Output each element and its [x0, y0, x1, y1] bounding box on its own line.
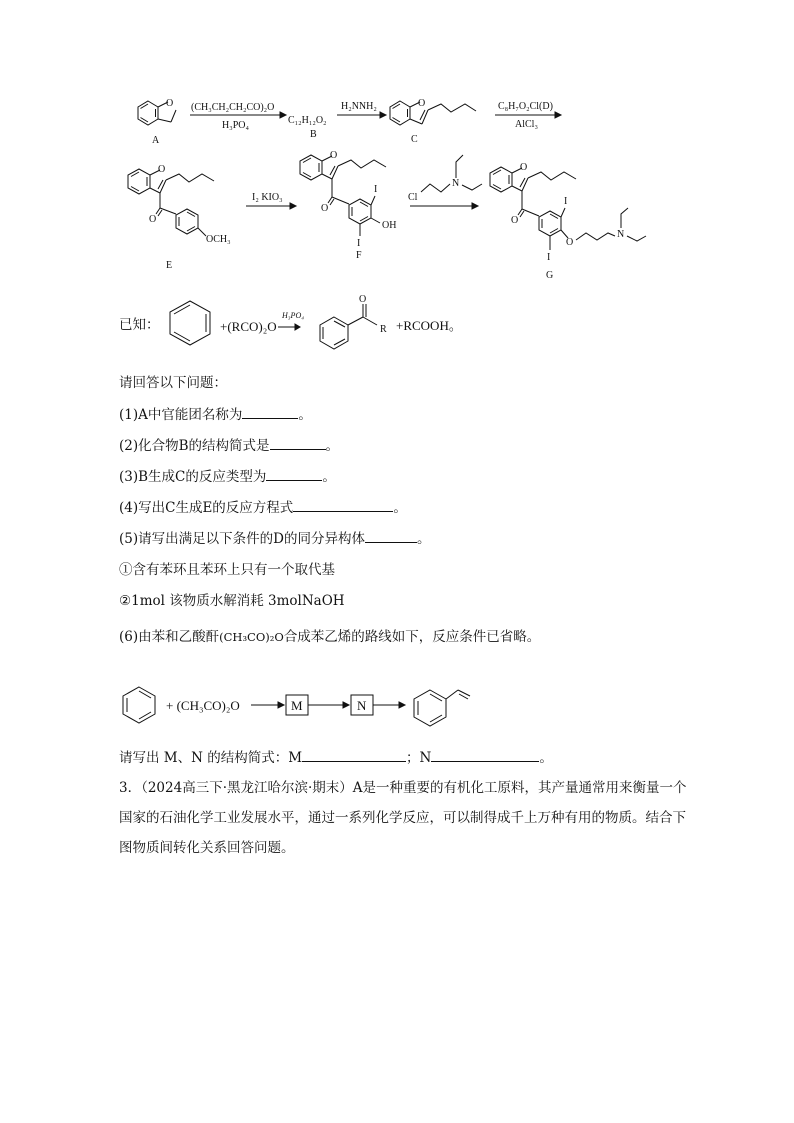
answer-line-mn [119, 748, 553, 767]
f-iodo-bottom: I [357, 238, 361, 249]
reagent1-bottom: H₃PO₄ [222, 120, 249, 131]
styrene-icon [414, 690, 446, 726]
label-f: F [356, 250, 362, 261]
question-1-end: 。 [298, 407, 312, 423]
problem-3-text: 3．（2024高三下·黑龙江哈尔滨·期末）A是一种重要的有机化工原料，其产量通常用来衡量一个国家的石油化学工业发展水平，通过一系列化学反应，可以制得成千上万种有用的物质。结合下图物质间转化关系回答问题。 [119, 780, 687, 856]
answer-blank-4[interactable] [293, 498, 393, 512]
known-product-r: R [380, 324, 387, 335]
route-m: M [291, 698, 303, 713]
styrene-route [110, 680, 510, 730]
b-formula: C₁₂H₁₂O₂ [288, 115, 327, 126]
question-5 [119, 529, 430, 548]
question-3-end: 。 [322, 469, 336, 485]
route-n: N [357, 698, 367, 713]
compound-c-structure [390, 101, 476, 125]
benzene-ring-icon [123, 687, 155, 723]
answer-blank-3[interactable] [266, 467, 322, 481]
answer-blank-2[interactable] [270, 436, 326, 450]
condition-1: ①含有苯环且苯环上只有一个取代基 [119, 562, 335, 578]
answer-line-sep: ；N [406, 750, 432, 766]
reagent5-cl: Cl [408, 192, 418, 203]
answer-line-end: 。 [539, 750, 553, 766]
reagent2-top: H₂NNH₂ [341, 101, 377, 112]
benzene-ring-icon [170, 301, 210, 345]
compound-e-structure [128, 169, 214, 236]
g-iodo-top: I [564, 196, 568, 207]
question-5-end: 。 [416, 531, 431, 547]
atom-o-e: O [158, 164, 166, 175]
known-product-o: O [359, 294, 367, 305]
questions-intro: 请回答以下问题： [119, 375, 227, 391]
reagent3-bottom: AlCl₃ [515, 119, 538, 130]
route-reagent: + (CH₃CO)₂O [166, 698, 240, 713]
reagent5-n: N [452, 178, 460, 189]
question-6 [119, 628, 540, 646]
answer-blank-1[interactable] [242, 405, 298, 419]
label-g: G [546, 270, 554, 281]
known-reagent: +(RCO)₂O [220, 319, 277, 334]
atom-o-c: O [418, 98, 426, 109]
answer-blank-m[interactable] [302, 748, 406, 762]
question-4 [119, 498, 407, 517]
question-6-formula: (CH₃CO)₂O [219, 630, 284, 644]
question-6-text-a: (6)由苯和乙酸酐 [119, 629, 220, 645]
known-byproduct: +RCOOH。 [396, 318, 462, 333]
question-4-text: (4)写出C生成E的反应方程式 [119, 500, 294, 516]
synthesis-scheme [0, 0, 794, 300]
question-6-text-b: 合成苯乙烯的路线如下，反应条件已省略。 [283, 629, 541, 645]
reagent4: I₂ KIO₃ [252, 192, 283, 203]
f-oh: OH [382, 220, 397, 231]
label-b: B [310, 129, 317, 140]
question-4-end: 。 [393, 500, 407, 516]
atom-co-e: O [149, 214, 157, 225]
question-1-text: (1)A中官能团名称为 [119, 407, 243, 423]
known-catalyst: H₃PO₄ [282, 311, 305, 320]
reagent1-top: (CH₃CH₂CH₂CO)₂O [191, 102, 275, 113]
compound-f-structure [300, 155, 386, 236]
question-2 [119, 436, 339, 455]
f-iodo-top: I [374, 184, 378, 195]
e-substituent: OCH₃ [206, 234, 231, 245]
condition-2: ②1mol 该物质水解消耗 3molNaOH [119, 593, 345, 609]
known-reaction [150, 290, 490, 360]
atom-o-a: O [166, 98, 174, 109]
question-1 [119, 405, 312, 424]
g-iodo-bottom: I [547, 252, 551, 263]
question-2-end: 。 [325, 438, 340, 454]
reagent3-top: C₈H₇O₂Cl(D) [498, 101, 553, 112]
answer-blank-n[interactable] [431, 748, 539, 762]
known-prefix: 已知： [119, 317, 160, 333]
question-3 [119, 467, 336, 486]
atom-co-g: O [511, 215, 519, 226]
answer-blank-5[interactable] [365, 529, 417, 543]
g-n: N [617, 229, 625, 240]
label-a: A [152, 135, 160, 146]
atom-o-f: O [330, 150, 338, 161]
question-3-text: (3)B生成C的反应类型为 [119, 469, 267, 485]
atom-co-f: O [321, 203, 329, 214]
atom-o-g: O [520, 162, 528, 173]
g-ether-o: O [566, 237, 574, 248]
label-c: C [411, 134, 418, 145]
answer-line-prefix: 请写出 M、N 的结构简式：M [119, 750, 303, 766]
question-2-text: (2)化合物B的结构简式是 [119, 438, 270, 454]
question-5-text: (5)请写出满足以下条件的D的同分异构体 [119, 531, 365, 547]
label-e: E [166, 260, 173, 271]
